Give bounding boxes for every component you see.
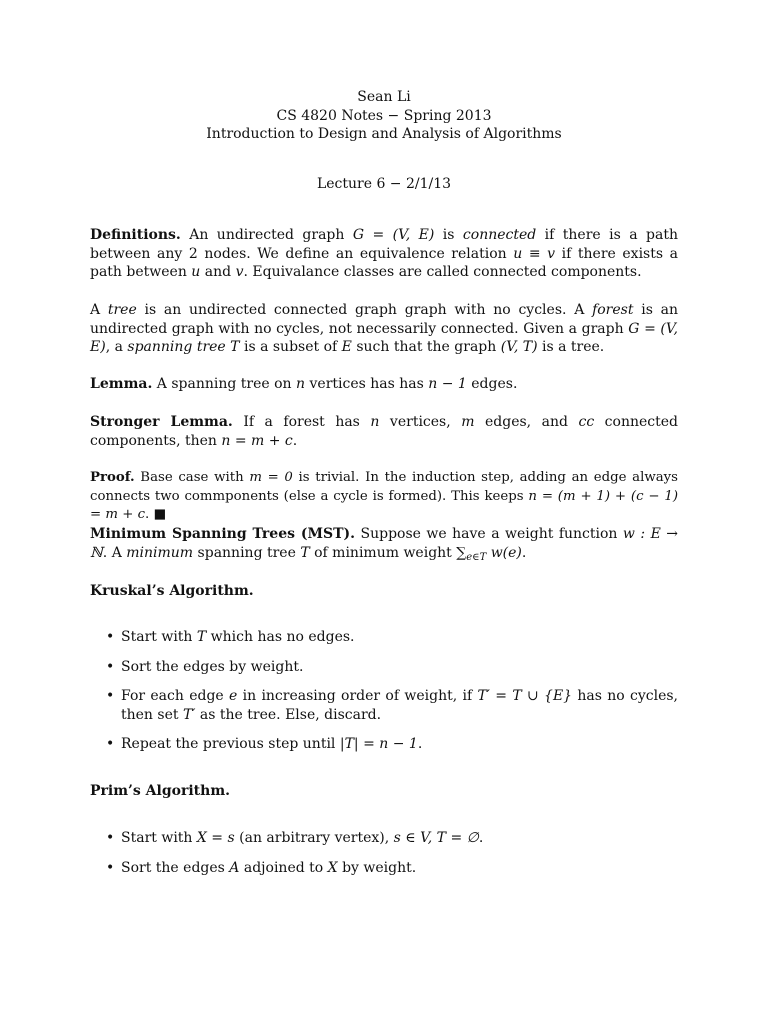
list-item [90,735,678,754]
proof-heading: Proof. [90,470,135,485]
bullet-icon: • [106,629,115,645]
emphasis: connected [462,227,537,243]
math: w : E → ℕ [90,526,678,561]
math: T′ [182,706,196,723]
definitions-heading: Definitions. [90,227,181,243]
text: has no cycles, then set [121,688,679,723]
text: Suppose we have a weight function [355,526,623,542]
text: . [521,544,527,561]
mst-paragraph [90,525,678,567]
math: w(e) [486,544,522,561]
text: A spanning tree on [152,376,297,392]
kruskal-steps-list [90,628,678,754]
text: A [90,302,108,318]
text: . A [102,544,127,561]
text: connected components, then [90,414,678,449]
math: G = (V, E) [352,227,435,243]
emphasis: spanning tree [127,339,226,355]
math: T′ = T ∪ {E} [477,688,573,704]
text: If a forest has [232,414,371,430]
trees-paragraph [90,301,678,357]
proof-paragraph [90,469,678,525]
summation-symbol: ∑ [456,544,467,561]
text: vertices, [379,414,462,430]
text: Start with [121,629,197,645]
lecture-line [0,175,768,194]
text: and [200,264,236,280]
text: . [145,507,154,522]
text: Start with [121,830,197,846]
lecture-date: Lecture 6 − 2/1/13 [316,176,452,192]
math: n [370,414,380,430]
title-block [0,88,768,144]
math: m [461,414,475,430]
text: such that the graph [351,339,501,355]
prim-heading: Prim’s Algorithm. [90,783,230,799]
math: T [300,544,310,561]
text: is an undirected graph with no cycles, not necessarily connected. Given a graph [90,302,678,337]
text: Repeat the previous step until [121,736,340,752]
text: is a subset of [239,339,342,355]
prim-steps-list [90,829,678,877]
math: n = m + c [221,432,293,449]
math: m = 0 [249,470,293,485]
kruskal-heading: Kruskal’s Algorithm. [90,583,254,599]
text: Sort the edges by weight. [121,658,304,675]
math: s ∈ V, T = ∅ [393,830,479,846]
math: e [229,688,238,704]
text: as the tree. Else, discard. [195,706,382,723]
mst-heading: Minimum Spanning Trees (MST). [90,526,356,542]
course-subtitle: Introduction to Design and Analysis of Algorithms [206,126,562,142]
author-name: Sean Li [357,89,411,105]
text: is trivial. In the induction step, adding an edge always connects two commponents (else a cycle is formed). This keeps [90,470,678,504]
math: G = (V, E) [90,320,679,355]
text: edges. [466,376,518,392]
math: X [327,859,338,876]
text: . [478,830,484,846]
math-subscript: e∈T [466,551,487,563]
list-item [90,687,678,724]
bullet-icon: • [106,830,115,846]
stronger-lemma-paragraph [90,413,678,450]
text: if there exists a path between [90,245,678,280]
bullet-icon: • [106,658,115,675]
text: by weight. [337,859,417,876]
text: spanning tree [193,544,301,561]
list-item [90,829,678,848]
text: vertices has has [305,376,429,392]
text: if there is a path between any 2 nodes. We define an equivalence relation [90,227,678,262]
math: u [191,264,201,280]
text: Sort the edges [121,859,230,876]
bullet-icon: • [106,736,115,752]
math: |T| = n − 1 [339,736,418,752]
math: (V, T) [500,339,538,355]
math: T [230,339,240,355]
lemma-paragraph [90,375,678,394]
definitions-paragraph [90,226,678,282]
emphasis: forest [592,302,634,318]
text: Base case with [134,470,250,485]
text: of minimum weight [309,544,457,561]
text: is a tree. [537,339,605,355]
bullet-icon: • [106,688,115,704]
math: E [341,339,352,355]
math: n [296,376,306,392]
text: . Equivalance classes are called connected components. [243,264,642,280]
math: n − 1 [428,376,467,392]
emphasis: tree [107,302,137,318]
math: A [229,859,240,876]
text: adjoined to [239,859,328,876]
emphasis: minimum [126,544,194,561]
list-item [90,628,678,647]
text: . [417,736,423,752]
text: in increasing order of weight, if [237,688,478,704]
math: cc [578,414,595,430]
math: n = (m + 1) + (c − 1) = m + c [90,488,679,522]
list-item [90,859,678,878]
text: is [434,227,463,243]
stronger-lemma-heading: Stronger Lemma. [90,414,233,430]
qed-square-icon: ■ [153,507,167,522]
text: (an arbitrary vertex), [234,830,394,846]
text: is an undirected connected graph graph with no cycles. A [136,302,593,318]
math: u ≡ v [513,245,556,262]
text: edges, and [474,414,579,430]
text: An undirected graph [180,227,353,243]
text: For each edge [121,688,230,704]
lemma-heading: Lemma. [90,376,153,392]
course-title: CS 4820 Notes − Spring 2013 [276,107,492,124]
text: . [292,432,298,449]
text: , a [105,339,128,355]
text: which has no edges. [206,629,355,645]
math: v [235,264,244,280]
list-item [90,658,678,677]
math: X = s [196,830,235,846]
math: T [196,629,207,645]
bullet-icon: • [106,859,115,876]
